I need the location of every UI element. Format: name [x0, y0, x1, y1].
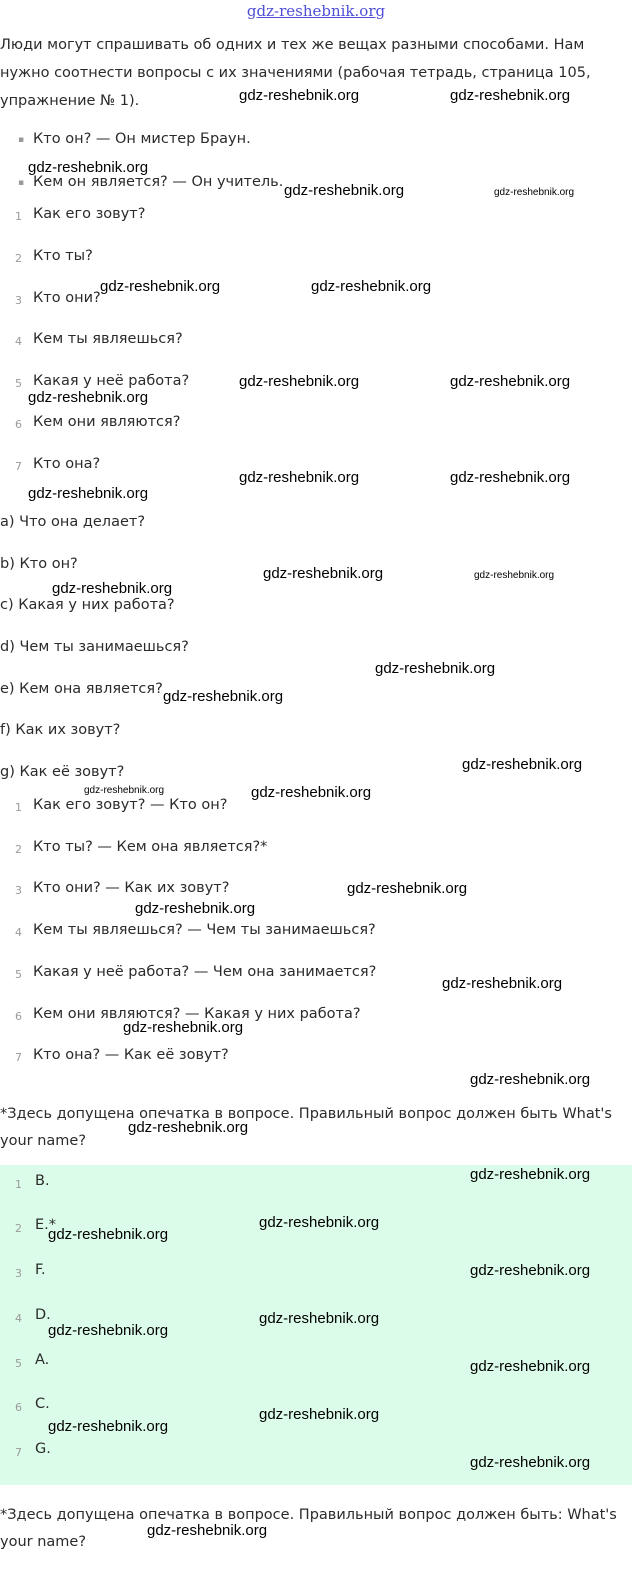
watermark: gdz-reshebnik.org	[494, 187, 575, 198]
watermark: gdz-reshebnik.org	[48, 1226, 169, 1243]
watermark: gdz-reshebnik.org	[470, 1071, 591, 1088]
pair-item: Кем ты являешься? — Чем ты занимаешься?	[33, 922, 376, 938]
watermark: gdz-reshebnik.org	[450, 469, 571, 486]
watermark: gdz-reshebnik.org	[48, 1322, 169, 1339]
question-number: 7	[15, 460, 22, 473]
pair-number: 6	[15, 1010, 22, 1023]
watermark: gdz-reshebnik.org	[251, 784, 372, 801]
pair-item: Как его зовут? — Кто он?	[33, 797, 228, 813]
watermark: gdz-reshebnik.org	[470, 1358, 591, 1375]
answer-item: A.	[35, 1352, 50, 1368]
watermark: gdz-reshebnik.org	[470, 1454, 591, 1471]
meaning-item: g) Как её зовут?	[0, 764, 125, 780]
answer-number: 3	[15, 1267, 22, 1280]
answer-item: D.	[35, 1307, 51, 1323]
watermark: gdz-reshebnik.org	[259, 1214, 380, 1231]
pair-number: 1	[15, 801, 22, 814]
question-item: Кто она?	[33, 456, 101, 472]
watermark: gdz-reshebnik.org	[470, 1262, 591, 1279]
answer-item: E.*	[35, 1217, 57, 1233]
watermark: gdz-reshebnik.org	[450, 87, 571, 104]
meaning-item: e) Кем она является?	[0, 681, 163, 697]
pair-item: Кто они? — Как их зовут?	[33, 880, 230, 896]
answer-number: 5	[15, 1357, 22, 1370]
watermark: gdz-reshebnik.org	[239, 469, 360, 486]
question-item: Кем они являются?	[33, 414, 181, 430]
watermark: gdz-reshebnik.org	[375, 660, 496, 677]
answer-item: B.	[35, 1173, 50, 1189]
question-number: 5	[15, 377, 22, 390]
watermark: gdz-reshebnik.org	[284, 182, 405, 199]
watermark: gdz-reshebnik.org	[100, 278, 221, 295]
question-number: 3	[15, 294, 22, 307]
pair-item: Какая у неё работа? — Чем она занимается?	[33, 964, 377, 980]
question-item: Кто они?	[33, 290, 101, 306]
answer-item: G.	[35, 1441, 51, 1457]
watermark: gdz-reshebnik.org	[474, 570, 555, 581]
watermark: gdz-reshebnik.org	[470, 1166, 591, 1183]
watermark: gdz-reshebnik.org	[48, 1418, 169, 1435]
watermark: gdz-reshebnik.org	[239, 87, 360, 104]
watermark: gdz-reshebnik.org	[163, 688, 284, 705]
watermark: gdz-reshebnik.org	[239, 373, 360, 390]
answer-number: 2	[15, 1222, 22, 1235]
intro-paragraph: Люди могут спрашивать об одних и тех же вещах разными способами. Нам нужно соотнести вопросы с их значениями (рабочая тетрадь, страница 105, упражнение № 1).	[0, 37, 591, 109]
watermark: gdz-reshebnik.org	[84, 785, 165, 796]
question-item: Кто ты?	[33, 248, 93, 264]
typo-note: *Здесь допущена опечатка в вопросе. Правильный вопрос должен быть: What's your name?	[0, 1507, 617, 1550]
example-item: ▪ Кто он? — Он мистер Браун.	[18, 131, 251, 147]
typo-note: *Здесь допущена опечатка в вопросе. Правильный вопрос должен быть What's your name?	[0, 1106, 612, 1149]
meaning-item: c) Какая у них работа?	[0, 597, 175, 613]
meaning-item: d) Чем ты занимаешься?	[0, 639, 189, 655]
meaning-item: a) Что она делает?	[0, 514, 146, 530]
answer-number: 6	[15, 1401, 22, 1414]
watermark: gdz-reshebnik.org	[450, 373, 571, 390]
watermark: gdz-reshebnik.org	[263, 565, 384, 582]
question-item: Как его зовут?	[33, 206, 146, 222]
answer-item: C.	[35, 1396, 50, 1412]
watermark: gdz-reshebnik.org	[52, 580, 173, 597]
watermark: gdz-reshebnik.org	[259, 1406, 380, 1423]
answer-item: F.	[35, 1262, 46, 1278]
watermark: gdz-reshebnik.org	[347, 880, 468, 897]
watermark: gdz-reshebnik.org	[28, 389, 149, 406]
question-item: Какая у неё работа?	[33, 373, 190, 389]
meaning-item: f) Как их зовут?	[0, 722, 121, 738]
site-header-link[interactable]: gdz-reshebnik.org	[246, 2, 386, 20]
answer-number: 4	[15, 1312, 22, 1325]
watermark: gdz-reshebnik.org	[462, 756, 583, 773]
watermark: gdz-reshebnik.org	[28, 485, 149, 502]
watermark: gdz-reshebnik.org	[147, 1522, 268, 1539]
watermark: gdz-reshebnik.org	[123, 1019, 244, 1036]
pair-number: 2	[15, 843, 22, 856]
pair-number: 3	[15, 884, 22, 897]
answer-number: 7	[15, 1446, 22, 1459]
pair-number: 4	[15, 926, 22, 939]
question-item: Кем ты являешься?	[33, 331, 183, 347]
watermark: gdz-reshebnik.org	[311, 278, 432, 295]
question-number: 1	[15, 210, 22, 223]
question-number: 4	[15, 335, 22, 348]
watermark: gdz-reshebnik.org	[135, 900, 256, 917]
answer-number: 1	[15, 1178, 22, 1191]
watermark: gdz-reshebnik.org	[259, 1310, 380, 1327]
pair-item: Кто она? — Как её зовут?	[33, 1047, 229, 1063]
pair-number: 7	[15, 1051, 22, 1064]
pair-number: 5	[15, 968, 22, 981]
pair-item: Кто ты? — Кем она является?*	[33, 839, 268, 855]
watermark: gdz-reshebnik.org	[442, 975, 563, 992]
question-number: 6	[15, 418, 22, 431]
meaning-item: b) Кто он?	[0, 556, 78, 572]
pair-item: Кем они являются? — Какая у них работа?	[33, 1006, 361, 1022]
question-number: 2	[15, 252, 22, 265]
example-item: ▪ Кем он является? — Он учитель.	[18, 174, 283, 190]
watermark: gdz-reshebnik.org	[28, 159, 149, 176]
watermark: gdz-reshebnik.org	[128, 1119, 249, 1136]
